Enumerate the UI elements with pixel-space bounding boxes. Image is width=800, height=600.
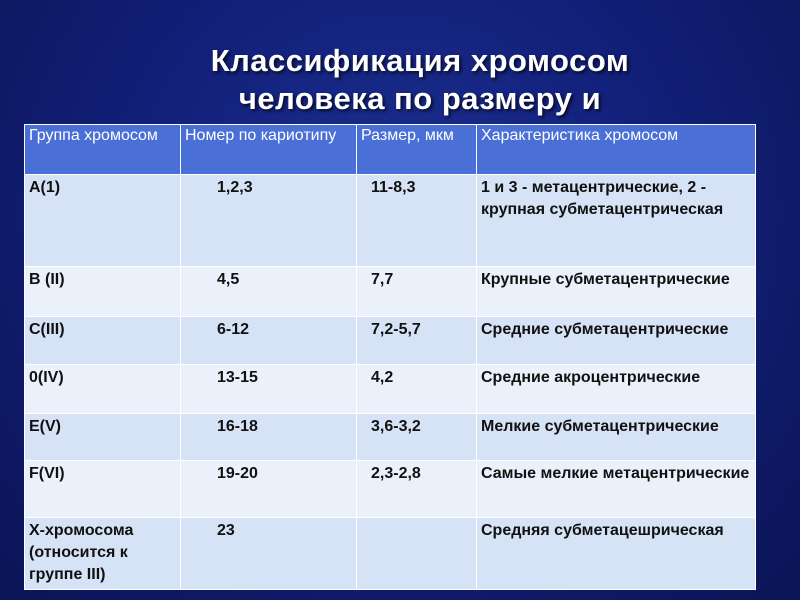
table-header-row (25, 125, 756, 175)
title-line-2: человека по размеру и (238, 81, 602, 116)
cell-size: 11-8,3 (357, 175, 477, 267)
cell-description: Средняя субметацешрическая (477, 518, 756, 590)
table-row (25, 461, 756, 518)
cell-number: 13-15 (181, 365, 357, 414)
table-row (25, 175, 756, 267)
title-line-1: Классификация хромосом (210, 43, 630, 78)
cell-description: Крупные субметацентрические (477, 267, 756, 317)
table-row (25, 518, 756, 590)
header-number: Номер по кариотипу (181, 125, 357, 175)
header-description: Характеристика хромосом (477, 125, 756, 175)
table-row (25, 317, 756, 365)
cell-number: 4,5 (181, 267, 357, 317)
cell-size: 7,2-5,7 (357, 317, 477, 365)
cell-group: С(III) (25, 317, 181, 365)
cell-description: Средние акроцентрические (477, 365, 756, 414)
table-row (25, 414, 756, 461)
cell-size: 7,7 (357, 267, 477, 317)
cell-size: 3,6-3,2 (357, 414, 477, 461)
cell-number: 16-18 (181, 414, 357, 461)
slide-title (0, 42, 800, 118)
cell-group: Х-хромосома (относится к группе III) (25, 518, 181, 590)
header-size: Размер, мкм (357, 125, 477, 175)
cell-group: В (II) (25, 267, 181, 317)
cell-description: Мелкие субметацентрические (477, 414, 756, 461)
cell-group: А(1) (25, 175, 181, 267)
cell-description: Самые мелкие метацентрические (477, 461, 756, 518)
cell-description: 1 и 3 - метацентрические, 2 - крупная субметацентрическая (477, 175, 756, 267)
cell-group: Е(V) (25, 414, 181, 461)
cell-size: 4,2 (357, 365, 477, 414)
cell-group: 0(IV) (25, 365, 181, 414)
cell-description: Средние субметацентрические (477, 317, 756, 365)
table-row (25, 267, 756, 317)
cell-number: 1,2,3 (181, 175, 357, 267)
cell-number: 23 (181, 518, 357, 590)
header-group: Группа хромосом (25, 125, 181, 175)
cell-size (357, 518, 477, 590)
cell-number: 6-12 (181, 317, 357, 365)
cell-size: 2,3-2,8 (357, 461, 477, 518)
cell-number: 19-20 (181, 461, 357, 518)
cell-group: F(VI) (25, 461, 181, 518)
chromosome-table (24, 124, 756, 590)
table-row (25, 365, 756, 414)
